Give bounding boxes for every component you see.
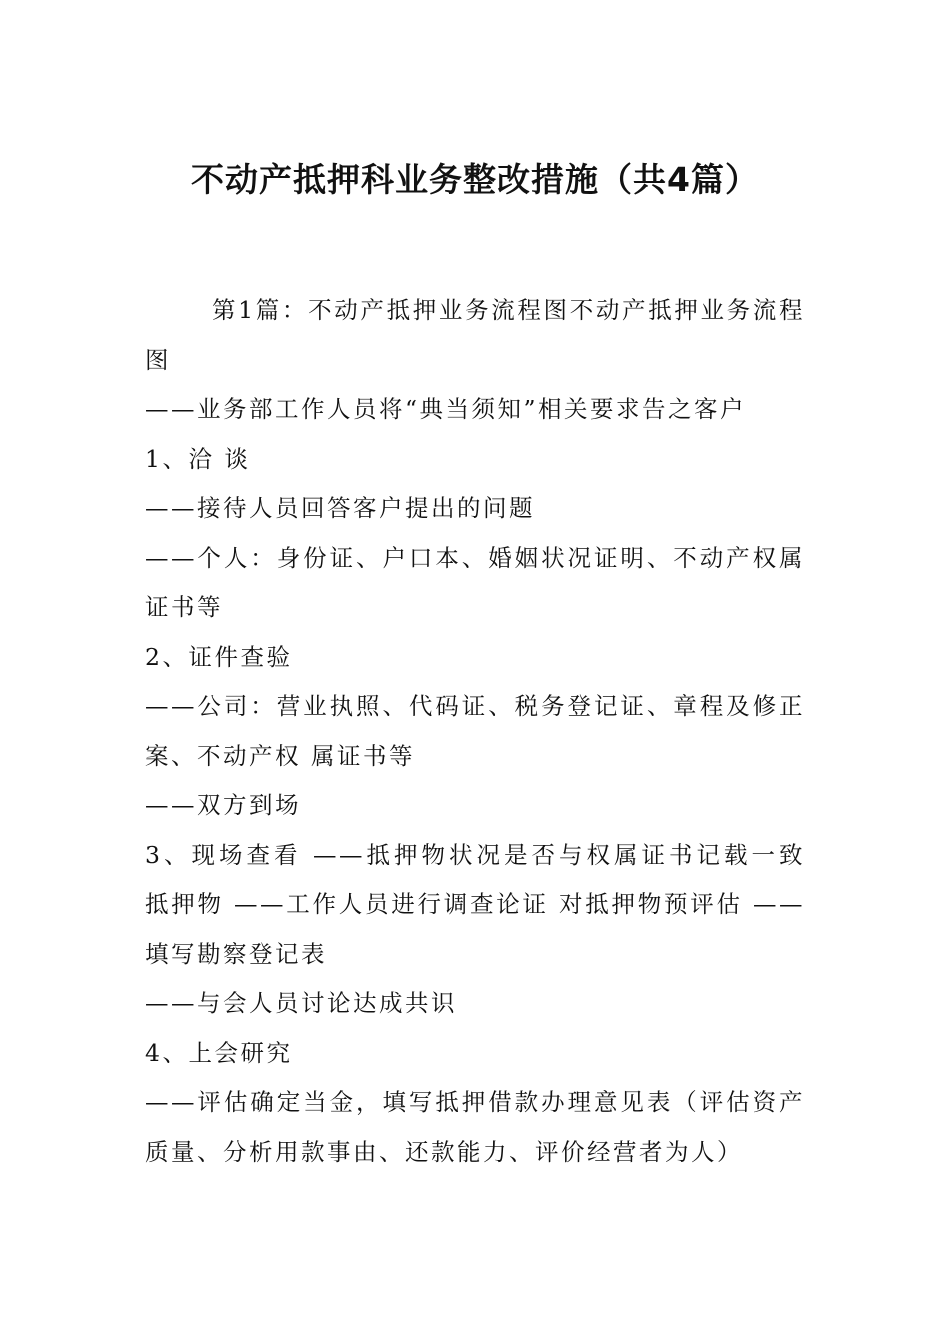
paragraph: ——双方到场 bbox=[145, 791, 301, 819]
paragraph: ——业务部工作人员将“典当须知”相关要求告之客户 bbox=[145, 395, 747, 423]
paragraph-step-heading: 4、上会研究 bbox=[145, 1038, 293, 1067]
paragraph: ——与会人员讨论达成共识 bbox=[145, 989, 457, 1017]
paragraph: ——评估确定当金，填写抵押借款办理意见表（评估资产质量、分析用款事由、还款能力、评价经营者为人） bbox=[145, 1088, 805, 1166]
document-body bbox=[145, 286, 805, 1177]
paragraph: ——接待人员回答客户提出的问题 bbox=[145, 494, 535, 522]
document-title: 不动产抵押科业务整改措施（共4篇） bbox=[191, 160, 759, 199]
paragraph-step-heading: 1、洽 谈 bbox=[145, 444, 251, 473]
paragraph: ——个人：身份证、户口本、婚姻状况证明、不动产权属证书等 bbox=[145, 543, 805, 621]
paragraph-chapter-heading: 第1篇：不动产抵押业务流程图不动产抵押业务流程图 bbox=[145, 296, 805, 374]
paragraph-step-heading: 2、证件查验 bbox=[145, 642, 293, 671]
paragraph: ——公司：营业执照、代码证、税务登记证、章程及修正案、不动产权 属证书等 bbox=[145, 692, 805, 770]
paragraph-step-heading: 3、现场查看 ——抵押物状况是否与权属证书记载一致 抵押物 ——工作人员进行调查论证 对抵押物预评估 ——填写勘察登记表 bbox=[145, 840, 805, 968]
